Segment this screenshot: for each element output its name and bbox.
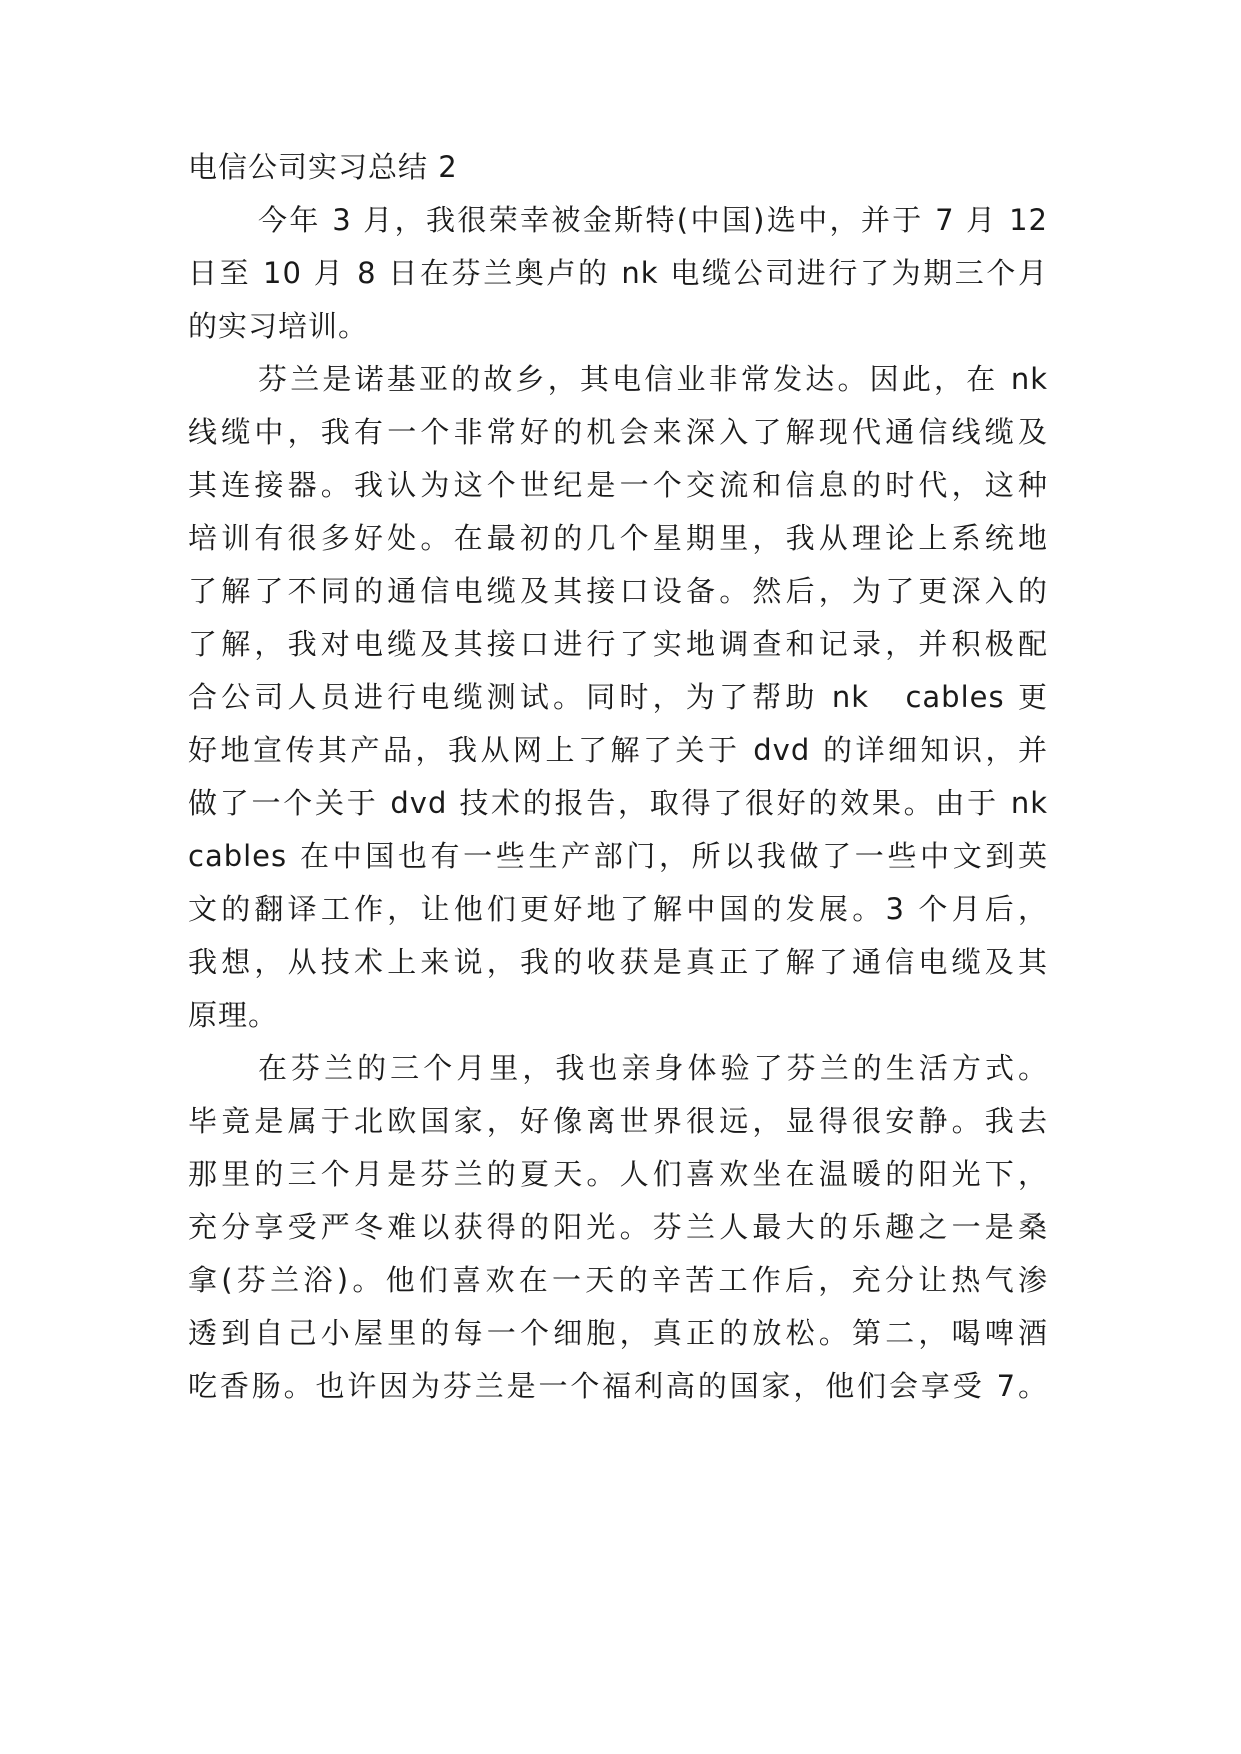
paragraph-line: 培训有很多好处。在最初的几个星期里，我从理论上系统地: [188, 521, 1048, 555]
paragraph-line: 芬兰是诺基亚的故乡，其电信业非常发达。因此，在 nk: [258, 362, 1048, 396]
paragraph-line: cables 在中国也有一些生产部门，所以我做了一些中文到英: [188, 839, 1048, 873]
paragraph-line: 日至 10 月 8 日在芬兰奥卢的 nk 电缆公司进行了为期三个月: [188, 256, 1048, 290]
paragraph-line: 在芬兰的三个月里，我也亲身体验了芬兰的生活方式。: [258, 1051, 1048, 1085]
paragraph-line: 文的翻译工作，让他们更好地了解中国的发展。3 个月后，: [188, 892, 1048, 926]
paragraph-line: 的实习培训。: [188, 309, 369, 343]
paragraph-line: 合公司人员进行电缆测试。同时，为了帮助 nk cables 更: [188, 680, 1048, 714]
paragraph-line: 了解了不同的通信电缆及其接口设备。然后，为了更深入的: [188, 574, 1048, 608]
paragraph-line: 做了一个关于 dvd 技术的报告，取得了很好的效果。由于 nk: [188, 786, 1048, 820]
paragraph-line: 原理。: [188, 998, 279, 1032]
paragraph-line: 了解，我对电缆及其接口进行了实地调查和记录，并积极配: [188, 627, 1048, 661]
paragraph-line: 线缆中，我有一个非常好的机会来深入了解现代通信线缆及: [188, 415, 1048, 449]
paragraph-line: 我想，从技术上来说，我的收获是真正了解了通信电缆及其: [188, 945, 1048, 979]
paragraph-line: 吃香肠。也许因为芬兰是一个福利高的国家，他们会享受 7。: [188, 1369, 1048, 1403]
paragraph-line: 透到自己小屋里的每一个细胞，真正的放松。第二，喝啤酒: [188, 1316, 1048, 1350]
paragraph-line: 毕竟是属于北欧国家，好像离世界很远，显得很安静。我去: [188, 1104, 1048, 1138]
document-title: 电信公司实习总结 2: [188, 150, 458, 184]
paragraph-line: 其连接器。我认为这个世纪是一个交流和信息的时代，这种: [188, 468, 1048, 502]
paragraph-line: 那里的三个月是芬兰的夏天。人们喜欢坐在温暖的阳光下，: [188, 1157, 1048, 1191]
paragraph-line: 好地宣传其产品，我从网上了解了关于 dvd 的详细知识，并: [188, 733, 1048, 767]
paragraph-line: 拿(芬兰浴)。他们喜欢在一天的辛苦工作后，充分让热气渗: [188, 1263, 1048, 1297]
paragraph-line: 充分享受严冬难以获得的阳光。芬兰人最大的乐趣之一是桑: [188, 1210, 1048, 1244]
paragraph-line: 今年 3 月，我很荣幸被金斯特(中国)选中，并于 7 月 12: [258, 203, 1048, 237]
